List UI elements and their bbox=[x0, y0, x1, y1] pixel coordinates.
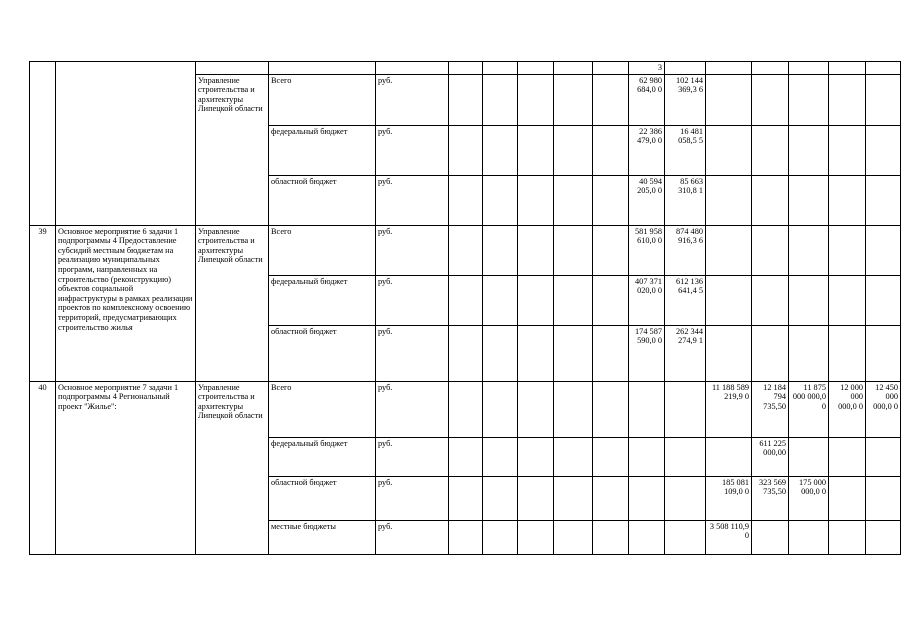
value-cell bbox=[593, 125, 629, 175]
value-cell bbox=[518, 175, 554, 225]
value-cell: 185 081 109,0 0 bbox=[706, 476, 752, 520]
value-cell bbox=[706, 175, 752, 225]
table-row bbox=[30, 62, 901, 75]
value-cell: 3 bbox=[629, 62, 665, 75]
value-cell bbox=[554, 381, 593, 437]
value-cell bbox=[593, 275, 629, 325]
value-cell bbox=[789, 275, 829, 325]
value-cell bbox=[518, 381, 554, 437]
organization-cell: Управление строительства и архитектуры Липецкой области bbox=[196, 74, 269, 225]
unit-cell: руб. bbox=[376, 225, 449, 275]
value-cell bbox=[593, 74, 629, 125]
value-cell: 11 188 589 219,9 0 bbox=[706, 381, 752, 437]
organization-cell: Управление строительства и архитектуры Липецкой области bbox=[196, 381, 269, 554]
value-cell bbox=[449, 325, 483, 381]
funding-source-cell: местные бюджеты bbox=[269, 520, 376, 554]
value-cell bbox=[554, 520, 593, 554]
funding-source-cell: областной бюджет bbox=[269, 325, 376, 381]
organization-cell: Управление строительства и архитектуры Липецкой области bbox=[196, 225, 269, 381]
value-cell: 581 958 610,0 0 bbox=[629, 225, 665, 275]
value-cell bbox=[518, 225, 554, 275]
value-cell bbox=[665, 62, 706, 75]
value-cell bbox=[789, 125, 829, 175]
value-cell bbox=[706, 125, 752, 175]
value-cell bbox=[554, 437, 593, 476]
value-cell bbox=[629, 476, 665, 520]
value-cell bbox=[789, 325, 829, 381]
table-row bbox=[30, 381, 901, 437]
value-cell bbox=[829, 74, 866, 125]
value-cell bbox=[518, 275, 554, 325]
value-cell bbox=[518, 520, 554, 554]
value-cell bbox=[483, 275, 518, 325]
value-cell bbox=[866, 476, 901, 520]
value-cell: 12 450 000 000,0 0 bbox=[866, 381, 901, 437]
value-cell bbox=[449, 225, 483, 275]
value-cell bbox=[752, 125, 789, 175]
budget-table bbox=[29, 61, 901, 555]
value-cell bbox=[629, 520, 665, 554]
value-cell bbox=[593, 175, 629, 225]
value-cell bbox=[866, 62, 901, 75]
value-cell bbox=[554, 74, 593, 125]
value-cell bbox=[829, 125, 866, 175]
value-cell bbox=[665, 381, 706, 437]
value-cell bbox=[629, 437, 665, 476]
value-cell: 262 344 274,9 1 bbox=[665, 325, 706, 381]
unit-cell: руб. bbox=[376, 74, 449, 125]
value-cell bbox=[449, 62, 483, 75]
unit-cell: руб. bbox=[376, 325, 449, 381]
value-cell bbox=[593, 62, 629, 75]
value-cell bbox=[789, 74, 829, 125]
value-cell bbox=[554, 476, 593, 520]
value-cell bbox=[483, 125, 518, 175]
value-cell bbox=[518, 74, 554, 125]
value-cell bbox=[483, 175, 518, 225]
value-cell bbox=[706, 74, 752, 125]
funding-source-cell bbox=[269, 62, 376, 75]
value-cell: 40 594 205,0 0 bbox=[629, 175, 665, 225]
value-cell bbox=[789, 62, 829, 75]
value-cell bbox=[665, 437, 706, 476]
value-cell bbox=[789, 225, 829, 275]
value-cell bbox=[752, 520, 789, 554]
unit-cell: руб. bbox=[376, 175, 449, 225]
value-cell bbox=[518, 325, 554, 381]
measure-title-cell: Основное мероприятие 6 задачи 1 подпрограммы 4 Предоставление субсидий местным бюджетам на реализацию муниципальных программ, направленных на строительство (реконструкцию) объектов социальной инфраструктуры в рамках реализации проектов по комплексному освоению территорий, предусматривающих строительство жилья bbox=[56, 225, 196, 381]
value-cell bbox=[593, 520, 629, 554]
value-cell: 62 980 684,0 0 bbox=[629, 74, 665, 125]
funding-source-cell: федеральный бюджет bbox=[269, 437, 376, 476]
value-cell bbox=[593, 437, 629, 476]
value-cell bbox=[554, 225, 593, 275]
value-cell bbox=[829, 437, 866, 476]
value-cell bbox=[593, 381, 629, 437]
value-cell: 102 144 369,3 6 bbox=[665, 74, 706, 125]
unit-cell: руб. bbox=[376, 476, 449, 520]
value-cell bbox=[483, 74, 518, 125]
unit-cell: руб. bbox=[376, 520, 449, 554]
table-row bbox=[30, 225, 901, 275]
funding-source-cell: федеральный бюджет bbox=[269, 125, 376, 175]
value-cell bbox=[629, 381, 665, 437]
value-cell: 611 225 000,00 bbox=[752, 437, 789, 476]
value-cell bbox=[483, 476, 518, 520]
value-cell bbox=[449, 381, 483, 437]
value-cell bbox=[829, 325, 866, 381]
value-cell bbox=[449, 74, 483, 125]
value-cell: 174 587 590,0 0 bbox=[629, 325, 665, 381]
value-cell: 612 136 641,4 5 bbox=[665, 275, 706, 325]
value-cell bbox=[866, 325, 901, 381]
value-cell: 407 371 020,0 0 bbox=[629, 275, 665, 325]
funding-source-cell: Всего bbox=[269, 74, 376, 125]
value-cell: 85 663 310,8 1 bbox=[665, 175, 706, 225]
value-cell bbox=[449, 476, 483, 520]
value-cell bbox=[483, 520, 518, 554]
value-cell bbox=[866, 275, 901, 325]
value-cell bbox=[483, 381, 518, 437]
funding-source-cell: федеральный бюджет bbox=[269, 275, 376, 325]
value-cell bbox=[752, 74, 789, 125]
value-cell bbox=[752, 225, 789, 275]
value-cell bbox=[789, 437, 829, 476]
value-cell: 16 481 058,5 5 bbox=[665, 125, 706, 175]
value-cell bbox=[829, 275, 866, 325]
value-cell bbox=[449, 520, 483, 554]
value-cell bbox=[752, 275, 789, 325]
value-cell bbox=[706, 275, 752, 325]
value-cell bbox=[449, 437, 483, 476]
funding-source-cell: Всего bbox=[269, 381, 376, 437]
value-cell bbox=[483, 437, 518, 476]
value-cell bbox=[706, 437, 752, 476]
value-cell bbox=[752, 175, 789, 225]
value-cell bbox=[829, 520, 866, 554]
value-cell: 175 000 000,0 0 bbox=[789, 476, 829, 520]
value-cell bbox=[483, 325, 518, 381]
value-cell bbox=[593, 225, 629, 275]
measure-title-cell: Основное мероприятие 7 задачи 1 подпрограммы 4 Региональный проект "Жилье": bbox=[56, 381, 196, 554]
value-cell bbox=[706, 62, 752, 75]
value-cell bbox=[866, 520, 901, 554]
value-cell bbox=[829, 476, 866, 520]
value-cell: 12 184 794 735,50 bbox=[752, 381, 789, 437]
value-cell bbox=[483, 62, 518, 75]
value-cell bbox=[518, 62, 554, 75]
value-cell: 12 000 000 000,0 0 bbox=[829, 381, 866, 437]
value-cell bbox=[518, 476, 554, 520]
value-cell: 3 508 110,9 0 bbox=[706, 520, 752, 554]
value-cell bbox=[866, 74, 901, 125]
value-cell bbox=[483, 225, 518, 275]
organization-cell bbox=[196, 62, 269, 75]
value-cell bbox=[449, 125, 483, 175]
value-cell bbox=[706, 225, 752, 275]
value-cell bbox=[593, 476, 629, 520]
value-cell bbox=[866, 225, 901, 275]
value-cell bbox=[593, 325, 629, 381]
value-cell bbox=[554, 175, 593, 225]
value-cell bbox=[866, 125, 901, 175]
value-cell bbox=[665, 520, 706, 554]
value-cell bbox=[752, 325, 789, 381]
value-cell bbox=[449, 175, 483, 225]
value-cell bbox=[518, 437, 554, 476]
value-cell bbox=[829, 175, 866, 225]
row-number-cell: 39 bbox=[30, 225, 56, 381]
value-cell bbox=[866, 437, 901, 476]
row-number-cell bbox=[30, 62, 56, 226]
value-cell bbox=[518, 125, 554, 175]
value-cell: 874 480 916,3 6 bbox=[665, 225, 706, 275]
value-cell: 11 875 000 000,0 0 bbox=[789, 381, 829, 437]
value-cell bbox=[665, 476, 706, 520]
row-number-cell: 40 bbox=[30, 381, 56, 554]
value-cell bbox=[449, 275, 483, 325]
value-cell bbox=[554, 125, 593, 175]
value-cell bbox=[829, 225, 866, 275]
funding-source-cell: Всего bbox=[269, 225, 376, 275]
value-cell bbox=[554, 325, 593, 381]
unit-cell: руб. bbox=[376, 437, 449, 476]
value-cell bbox=[866, 175, 901, 225]
value-cell bbox=[752, 62, 789, 75]
unit-cell: руб. bbox=[376, 381, 449, 437]
funding-source-cell: областной бюджет bbox=[269, 476, 376, 520]
funding-source-cell: областной бюджет bbox=[269, 175, 376, 225]
unit-cell: руб. bbox=[376, 275, 449, 325]
value-cell bbox=[554, 62, 593, 75]
unit-cell: руб. bbox=[376, 125, 449, 175]
value-cell bbox=[706, 325, 752, 381]
unit-cell bbox=[376, 62, 449, 75]
value-cell: 22 386 479,0 0 bbox=[629, 125, 665, 175]
value-cell bbox=[789, 520, 829, 554]
value-cell bbox=[789, 175, 829, 225]
value-cell bbox=[554, 275, 593, 325]
measure-title-cell bbox=[56, 62, 196, 226]
value-cell: 323 569 735,50 bbox=[752, 476, 789, 520]
value-cell bbox=[829, 62, 866, 75]
